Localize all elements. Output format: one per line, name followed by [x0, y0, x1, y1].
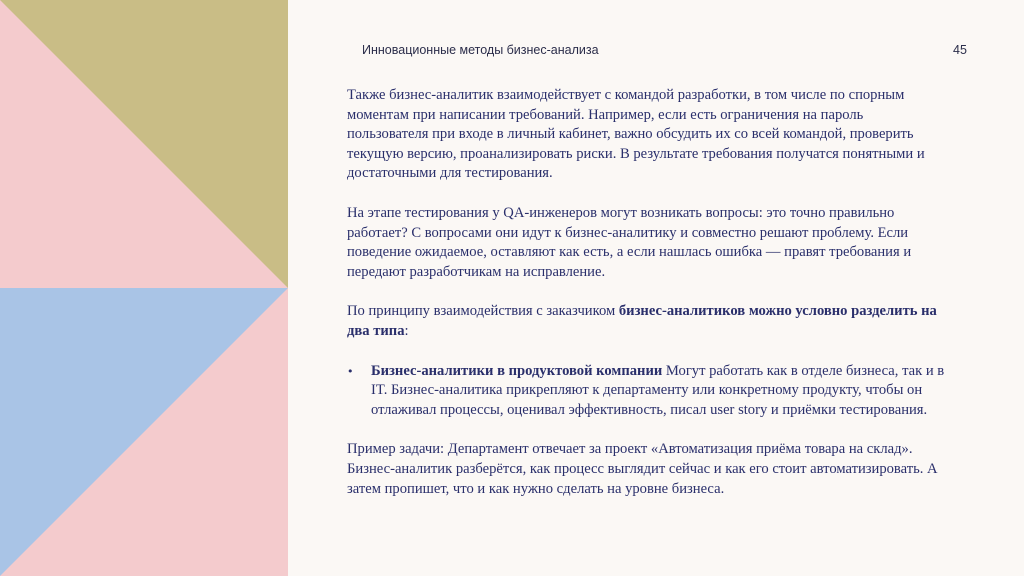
paragraph-testing: На этапе тестирования у QA-инженеров могут возникать вопросы: это точно правильно работает? С вопросами они идут к бизнес-аналитику и совместно решают проблему. Если поведение ожидаемое, оставляют как есть, а если нашлась ошибка — правят требования и передают разработчикам на исправление.: [347, 204, 912, 280]
bullet-icon: •: [347, 364, 354, 378]
paragraph-example-task: Пример задачи: Департамент отвечает за проект «Автоматизация приёма товара на склад». Бизнес-аналитик разберётся, как процесс выглядит сейчас и как его стоит автоматизировать. А затем пропишет, что и как нужно сделать на уровне бизнеса.: [347, 441, 938, 497]
paragraph-types-intro: [347, 302, 947, 341]
bullet-bold: Бизнес-аналитики в продуктовой компании: [371, 362, 663, 379]
decorative-triangles: [0, 0, 288, 576]
bullet-body: Могут работать как в отделе бизнеса, так и в IT. Бизнес-аналитика прикрепляют к департаменту или конкретному продукту, чтобы он отлаживал процессы, оценивал эффективность, писал user story и приёмки тестирования.: [371, 362, 945, 418]
types-intro-bold: бизнес-аналитиков можно условно разделить на два типа: [347, 303, 937, 339]
bullet-text: [371, 362, 947, 421]
types-intro-colon: :: [404, 322, 409, 339]
slide-content: [347, 86, 947, 499]
presentation-title: Инновационные методы бизнес-анализа: [362, 43, 599, 57]
page-number: 45: [953, 43, 967, 57]
bullet-item-product-company: [347, 362, 947, 421]
paragraph-dev-team: Также бизнес-аналитик взаимодействует с командой разработки, в том числе по спорным моментам при написании требований. Например, если есть ограничения на пароль пользователя при входе в личный кабинет, важно обсудить их со всей командой, проверить текущую версию, проанализировать риски. В результате требования получатся понятными и достаточными для тестирования.: [347, 87, 925, 182]
types-intro-text: По принципу взаимодействия с заказчиком: [347, 303, 619, 320]
